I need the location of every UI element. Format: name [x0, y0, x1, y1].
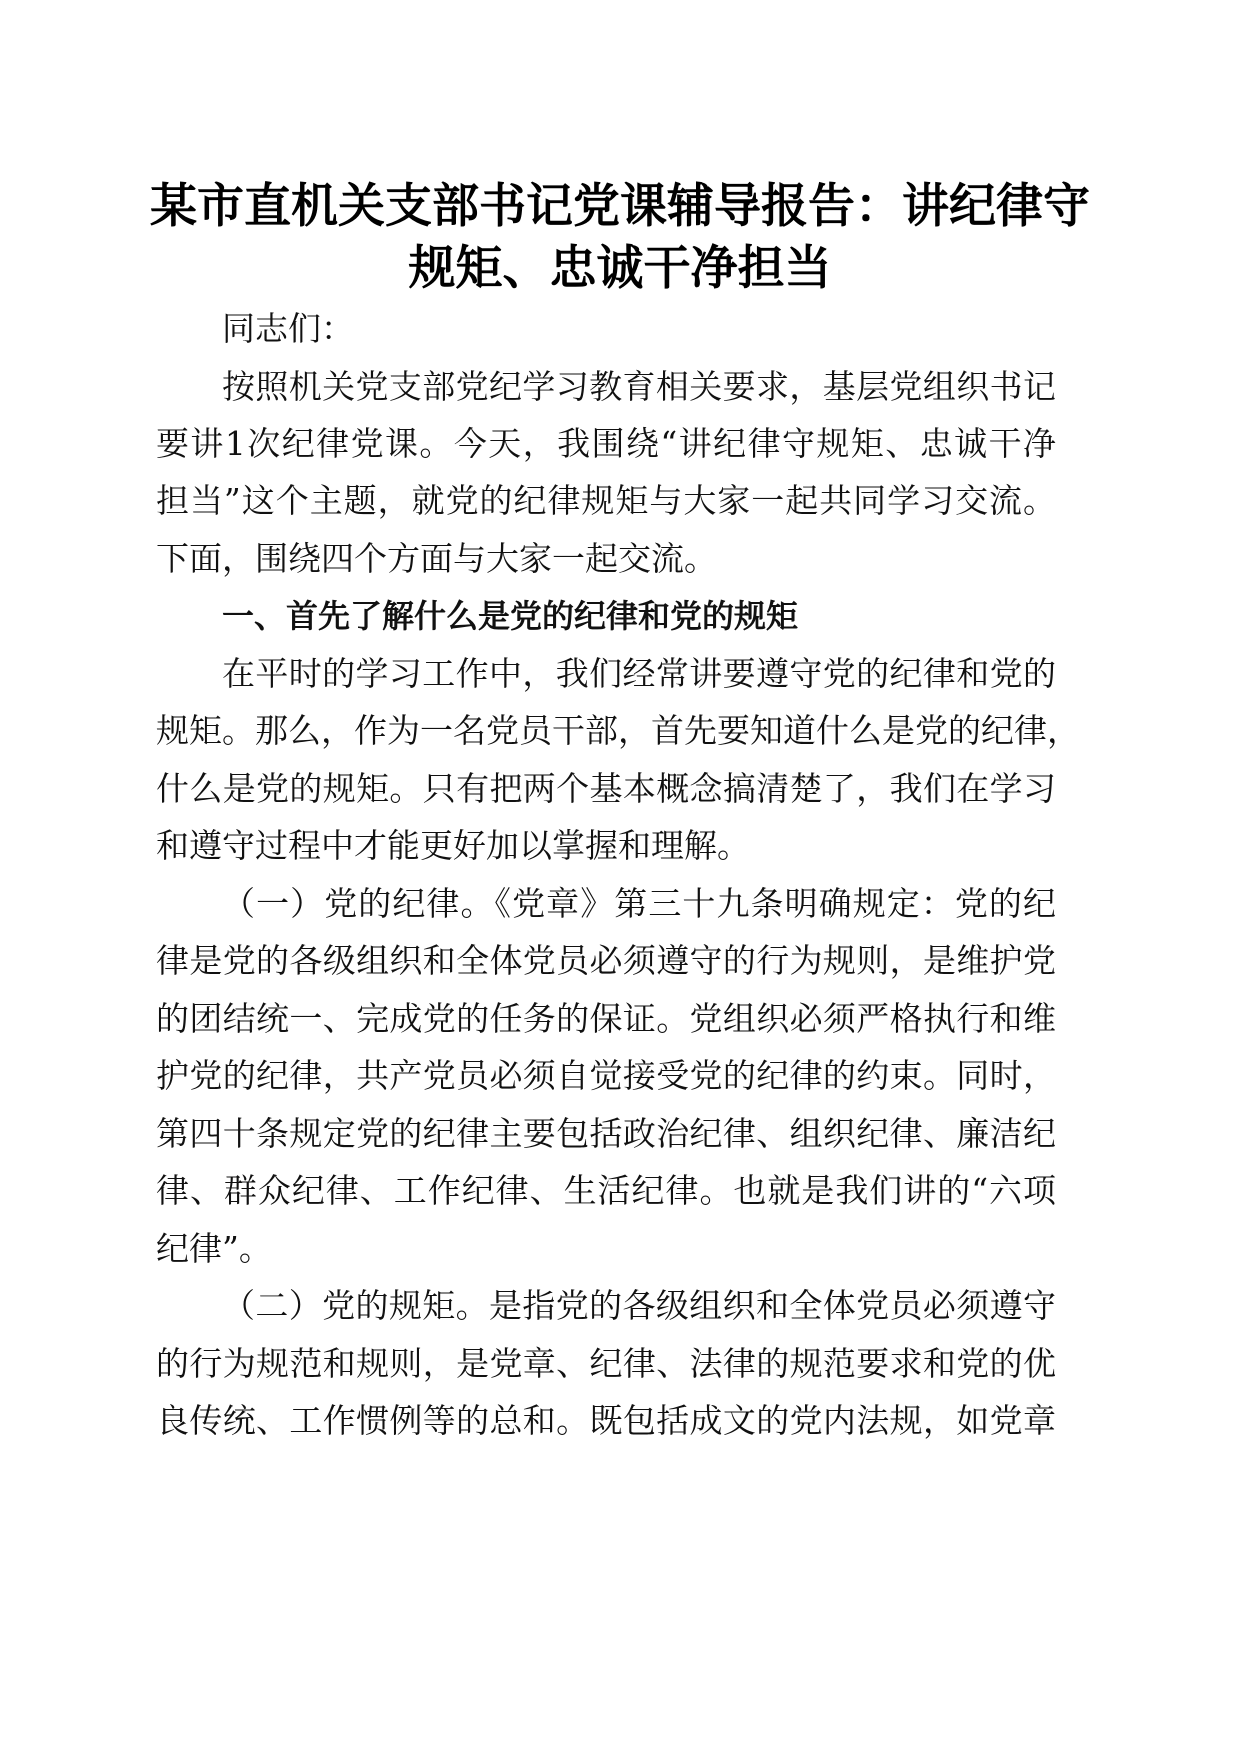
paragraph-line: 担当”这个主题，就党的纪律规矩与大家一起共同学习交流。 — [156, 481, 1056, 520]
paragraph-line: 纪律”。 — [156, 1229, 272, 1268]
paragraph-line: 规矩。那么，作为一名党员干部，首先要知道什么是党的纪律， — [156, 711, 1080, 750]
document-title-line-2: 规矩、忠诚干净担当 — [408, 241, 832, 296]
paragraph-line: 什么是党的规矩。只有把两个基本概念搞清楚了，我们在学习 — [156, 769, 1056, 808]
paragraph-line: 护党的纪律，共产党员必须自觉接受党的纪律的约束。同时， — [156, 1056, 1056, 1095]
paragraph-line: 下面，围绕四个方面与大家一起交流。 — [156, 539, 717, 578]
paragraph-line: 良传统、工作惯例等的总和。既包括成文的党内法规，如党章 — [156, 1401, 1056, 1440]
section-heading: 一、首先了解什么是党的纪律和党的规矩 — [222, 597, 799, 635]
paragraph-line: 和遵守过程中才能更好加以掌握和理解。 — [156, 826, 750, 865]
paragraph-line: 的行为规范和规则，是党章、纪律、法律的规范要求和党的优 — [156, 1344, 1056, 1383]
paragraph-line: 在平时的学习工作中，我们经常讲要遵守党的纪律和党的 — [222, 654, 1056, 693]
paragraph-line: 要讲1次纪律党课。今天，我围绕“讲纪律守规矩、忠诚干净 — [156, 424, 1056, 463]
document-title-line-1: 某市直机关支部书记党课辅导报告：讲纪律守 — [150, 179, 1090, 234]
paragraph-line: 律是党的各级组织和全体党员必须遵守的行为规则，是维护党 — [156, 941, 1056, 980]
paragraph-line: 第四十条规定党的纪律主要包括政治纪律、组织纪律、廉洁纪 — [156, 1114, 1056, 1153]
salutation: 同志们： — [222, 309, 354, 348]
paragraph-line: 律、群众纪律、工作纪律、生活纪律。也就是我们讲的“六项 — [156, 1171, 1056, 1210]
paragraph-line: 按照机关党支部党纪学习教育相关要求，基层党组织书记 — [222, 367, 1056, 406]
paragraph-line: （二）党的规矩。是指党的各级组织和全体党员必须遵守 — [222, 1286, 1056, 1325]
paragraph-line: 的团结统一、完成党的任务的保证。党组织必须严格执行和维 — [156, 999, 1056, 1038]
paragraph-line: （一）党的纪律。《党章》第三十九条明确规定：党的纪 — [222, 884, 1056, 923]
